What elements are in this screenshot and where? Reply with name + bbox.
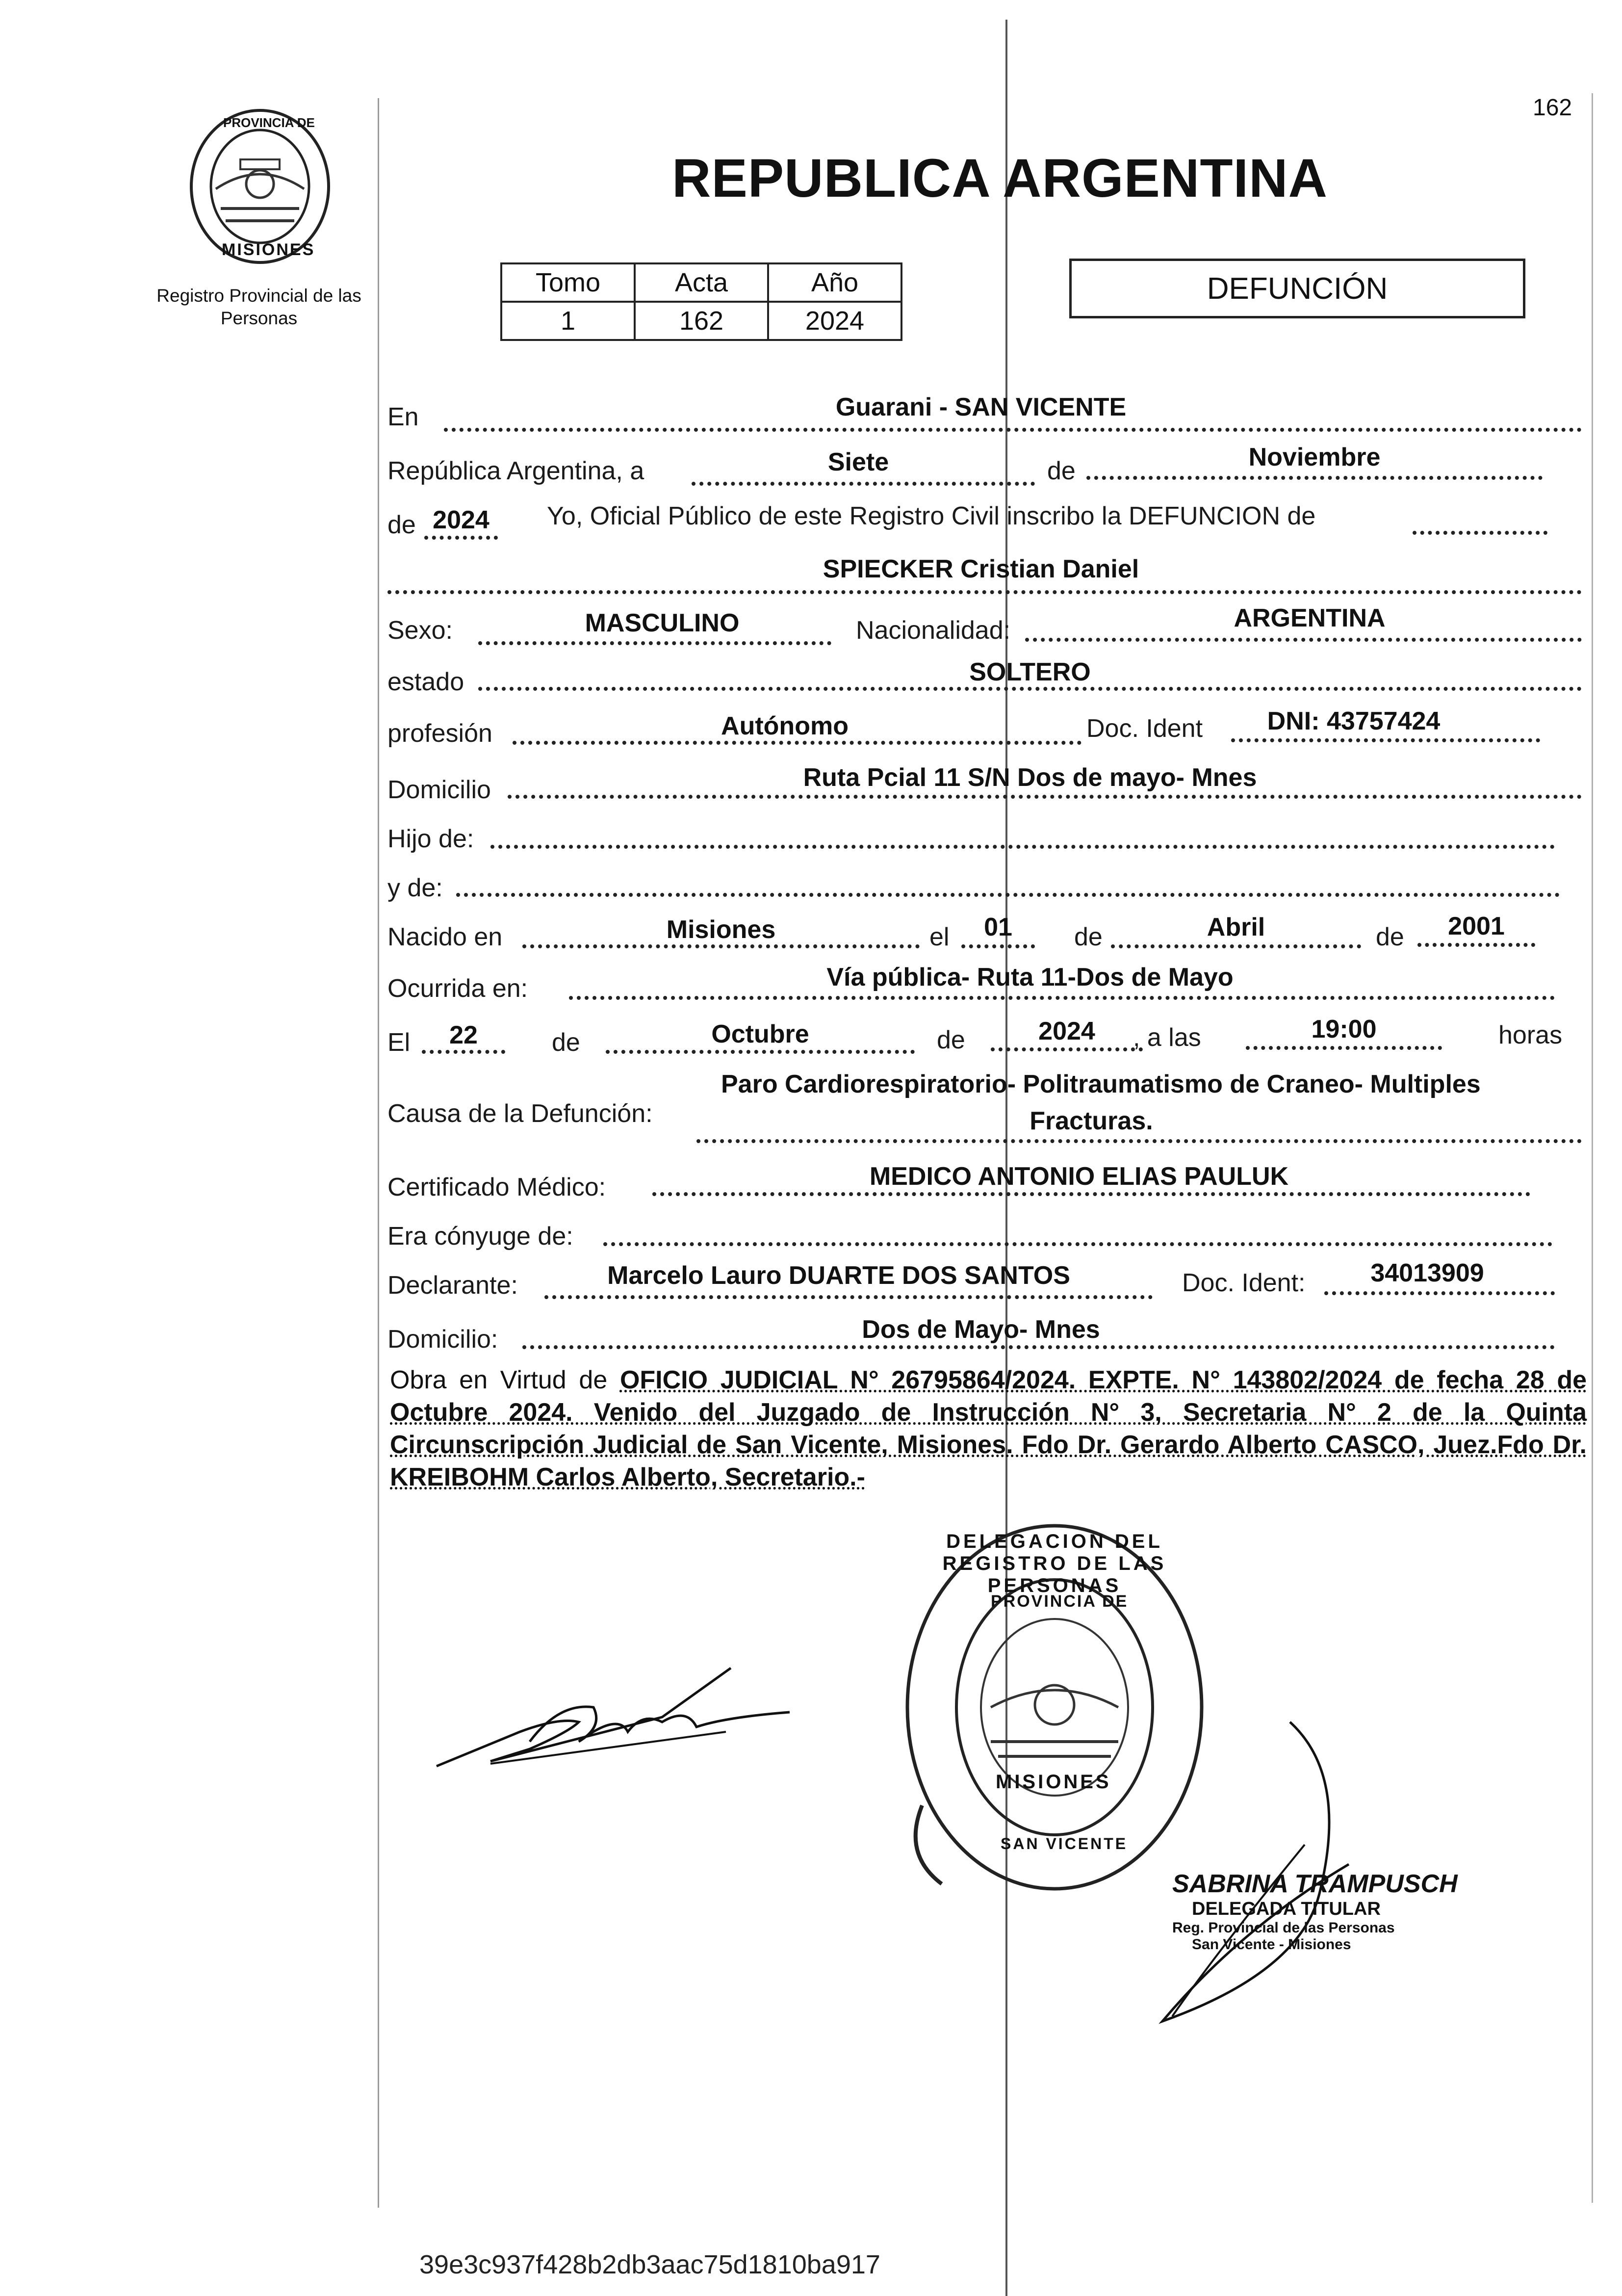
birth-year-dotted-line xyxy=(1417,943,1535,947)
causa-line-1: Paro Cardiorespiratorio- Politraumatismo de Craneo- Multiples xyxy=(721,1070,1481,1098)
month-value: Noviembre xyxy=(1248,443,1381,471)
domicilio-dotted-line xyxy=(508,795,1582,799)
death-month-dotted-line xyxy=(606,1050,915,1054)
official-signature xyxy=(1143,1717,1354,2031)
domicilio2-value: Dos de Mayo- Mnes xyxy=(862,1315,1100,1344)
nacionalidad-value: ARGENTINA xyxy=(1234,604,1386,632)
official-office-2: San Vicente - Misiones xyxy=(1192,1936,1351,1953)
obra-paragraph xyxy=(390,1364,1587,1493)
logo-text-top: PROVINCIA DE xyxy=(223,115,315,130)
death-year-dotted-line xyxy=(991,1047,1143,1051)
death-month: Octubre xyxy=(711,1020,809,1048)
profesion-label: profesión xyxy=(387,719,492,748)
birth-de-label: de xyxy=(1074,923,1103,951)
en-dotted-line xyxy=(444,428,1582,432)
doc-dotted-line xyxy=(1231,738,1540,742)
causa-label: Causa de la Defunción: xyxy=(387,1099,653,1128)
death-de-label: de xyxy=(552,1028,580,1057)
birth-day-dotted-line xyxy=(961,944,1035,948)
registry-header-tomo: Tomo xyxy=(501,263,635,302)
nacionalidad-dotted-line xyxy=(1025,638,1582,642)
doc-ident-value: 34013909 xyxy=(1370,1259,1484,1287)
document-type: DEFUNCIÓN xyxy=(1207,271,1388,306)
declarante-dotted-line xyxy=(544,1295,1153,1299)
declarante-label: Declarante: xyxy=(387,1271,518,1300)
doc-label: Doc. Ident xyxy=(1086,714,1203,743)
obra-prefix: Obra en Virtud de xyxy=(390,1366,608,1394)
birth-month: Abril xyxy=(1207,913,1265,941)
alas-label: , a las xyxy=(1133,1023,1201,1052)
oficial-tail-dotted-line xyxy=(1413,531,1547,535)
causa-line-2: Fracturas. xyxy=(1030,1107,1153,1135)
page-title: REPUBLICA ARGENTINA xyxy=(672,148,1328,209)
death-day: 22 xyxy=(449,1021,478,1049)
death-de-label-2: de xyxy=(937,1026,965,1054)
deceased-name: SPIECKER Cristian Daniel xyxy=(823,555,1139,583)
obra-text: OFICIO JUDICIAL N° 26795864/2024. EXPTE. N° 143802/2024 de fecha 28 de Octubre 2024. Venido del Juzgado de Instrucción N° 3, Secretaria N° 2 de la Quinta Circunscripción Judicial de San Vicente, Misiones. Fdo Dr. Gerardo Alberto CASCO, Juez.Fdo Dr. KREIBOHM Carlos Alberto, Secretario.- xyxy=(390,1366,1587,1491)
death-time: 19:00 xyxy=(1311,1015,1377,1044)
logo-text-bottom: MISIONES xyxy=(222,240,315,259)
certificado-dotted-line xyxy=(652,1192,1530,1196)
domicilio2-label: Domicilio: xyxy=(387,1325,498,1354)
registry-header-ano: Año xyxy=(768,263,901,302)
nacido-value: Misiones xyxy=(666,915,776,944)
name-dotted-line xyxy=(387,590,1582,594)
estado-dotted-line xyxy=(478,687,1582,691)
document-hash: 39e3c937f428b2db3aac75d1810ba917 xyxy=(419,2250,880,2279)
year-value: 2024 xyxy=(433,506,489,534)
year-prefix: de xyxy=(387,511,416,539)
month-de-label: de xyxy=(1047,457,1076,485)
registry-value-tomo: 1 xyxy=(501,302,635,340)
nacionalidad-label: Nacionalidad: xyxy=(856,616,1011,645)
stamp-inner-top: PROVINCIA DE xyxy=(991,1592,1129,1611)
causa-dotted-line xyxy=(696,1139,1582,1143)
year-dotted-line xyxy=(424,536,498,540)
registry-value-ano: 2024 xyxy=(768,302,901,340)
ocurrida-label: Ocurrida en: xyxy=(387,974,528,1003)
nacido-dotted-line xyxy=(522,944,920,948)
declarant-signature xyxy=(432,1658,804,1776)
month-dotted-line xyxy=(1086,476,1543,480)
birth-el-label: el xyxy=(929,923,950,951)
registry-value-acta: 162 xyxy=(635,302,768,340)
profesion-value: Autónomo xyxy=(721,712,849,740)
left-margin-line xyxy=(378,98,379,2208)
death-time-dotted-line xyxy=(1246,1046,1442,1050)
conyuge-dotted-line xyxy=(603,1242,1552,1246)
domicilio-value: Ruta Pcial 11 S/N Dos de mayo- Mnes xyxy=(803,763,1257,792)
republica-label: República Argentina, a xyxy=(387,457,644,485)
right-edge-line xyxy=(1592,93,1593,2203)
doc-ident-label: Doc. Ident: xyxy=(1182,1269,1306,1297)
official-name: SABRINA TRAMPUSCH xyxy=(1172,1870,1458,1898)
sexo-dotted-line xyxy=(478,641,831,645)
ocurrida-dotted-line xyxy=(569,996,1555,1000)
birth-day: 01 xyxy=(984,913,1012,941)
profesion-dotted-line xyxy=(513,741,1081,745)
document-type-box xyxy=(1069,259,1525,318)
stamp-place: SAN VICENTE xyxy=(1001,1835,1128,1852)
birth-de-label-2: de xyxy=(1376,923,1404,951)
ocurrida-value: Vía pública- Ruta 11-Dos de Mayo xyxy=(826,963,1234,991)
registry-caption: Registro Provincial de las Personas xyxy=(156,286,361,328)
birth-year: 2001 xyxy=(1448,912,1505,940)
yde-label: y de: xyxy=(387,874,443,902)
doc-ident-dotted-line xyxy=(1324,1291,1555,1295)
nacido-label: Nacido en xyxy=(387,923,503,951)
stamp-outer-text: DELEGACION DEL REGISTRO DE LAS PERSONAS xyxy=(942,1531,1167,1596)
death-el-label: El xyxy=(387,1028,411,1057)
registry-header-acta: Acta xyxy=(635,263,768,302)
official-office-1: Reg. Provincial de las Personas xyxy=(1172,1920,1395,1936)
hijo-dotted-line xyxy=(490,845,1555,849)
day-dotted-line xyxy=(692,482,1035,486)
birth-month-dotted-line xyxy=(1111,944,1361,948)
day-value: Siete xyxy=(827,448,889,476)
estado-value: SOLTERO xyxy=(969,658,1091,686)
sexo-value: MASCULINO xyxy=(585,609,740,637)
certificado-label: Certificado Médico: xyxy=(387,1173,606,1201)
doc-value: DNI: 43757424 xyxy=(1267,707,1441,735)
estado-label: estado xyxy=(387,668,464,696)
yde-dotted-line xyxy=(456,893,1560,897)
domicilio-label: Domicilio xyxy=(387,776,491,804)
conyuge-label: Era cónyuge de: xyxy=(387,1222,573,1251)
en-value: Guarani - SAN VICENTE xyxy=(835,393,1127,421)
horas-label: horas xyxy=(1498,1021,1563,1049)
registry-table xyxy=(500,262,902,341)
sexo-label: Sexo: xyxy=(387,616,453,645)
death-year: 2024 xyxy=(1038,1017,1095,1045)
certificado-value: MEDICO ANTONIO ELIAS PAULUK xyxy=(869,1162,1289,1191)
en-label: En xyxy=(387,403,419,431)
hijo-label: Hijo de: xyxy=(387,825,474,853)
death-day-dotted-line xyxy=(422,1050,505,1054)
domicilio2-dotted-line xyxy=(522,1345,1555,1349)
stamp-inner-bottom: MISIONES xyxy=(996,1771,1111,1793)
oficial-text: Yo, Oficial Público de este Registro Civil inscribo la DEFUNCION de xyxy=(547,502,1316,530)
declarante-value: Marcelo Lauro DUARTE DOS SANTOS xyxy=(607,1261,1070,1290)
official-role: DELEGADA TITULAR xyxy=(1192,1899,1381,1919)
page-number: 162 xyxy=(1533,95,1572,121)
scan-fold-line xyxy=(1005,20,1007,2296)
